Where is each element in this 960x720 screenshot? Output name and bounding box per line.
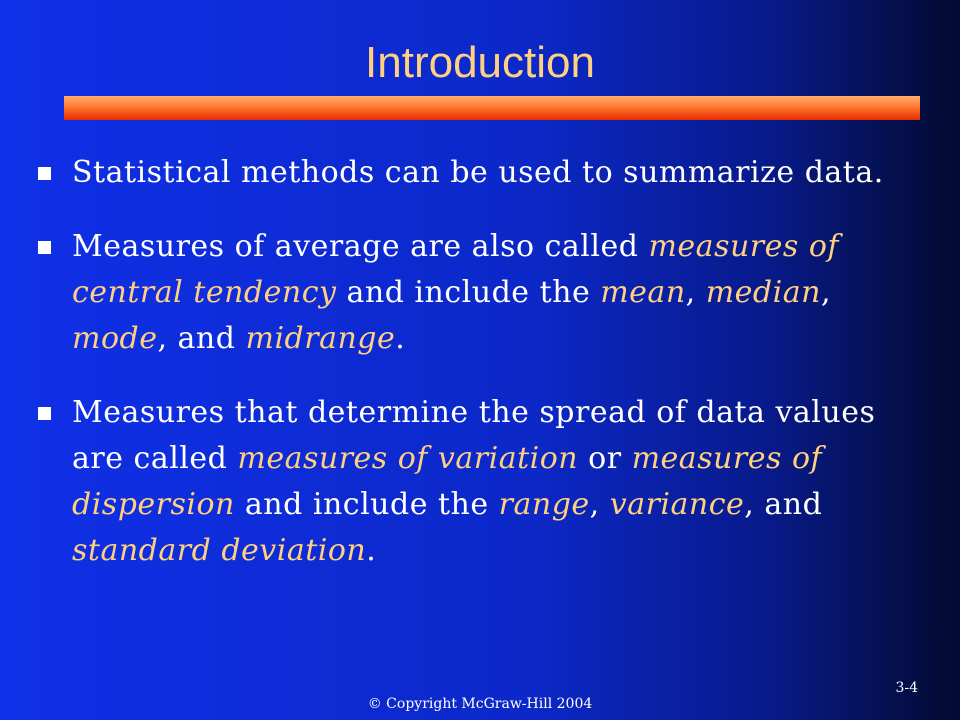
bullet-text-segment: , [589, 487, 610, 522]
emphasized-term: median [705, 275, 821, 310]
emphasized-term: measures of variation [237, 441, 579, 476]
square-bullet-icon [38, 241, 51, 254]
emphasized-term: range [498, 487, 590, 522]
bullet-list [38, 150, 918, 602]
bullet-text-segment: , [820, 275, 831, 310]
emphasized-term: mean [600, 275, 686, 310]
emphasized-term: standard deviation [72, 533, 367, 568]
bullet-text-segment: Measures that determine the spread of data values are called [72, 395, 876, 476]
bullet-text-segment: . [395, 321, 406, 356]
bullet-text-segment: and include the [234, 487, 499, 522]
square-bullet-icon [38, 407, 51, 420]
slide-number: 3-4 [895, 680, 918, 696]
bullet-text-segment: , and [744, 487, 823, 522]
bullet-text-segment: Statistical methods can be used to summarize data. [72, 155, 884, 190]
emphasized-term: measures of central tendency [72, 229, 839, 310]
bullet-text-segment: , and [157, 321, 246, 356]
emphasized-term: measures of dispersion [72, 441, 823, 522]
bullet-text-segment: , [685, 275, 706, 310]
emphasized-term: mode [72, 321, 158, 356]
bullet-text-segment: and include the [336, 275, 601, 310]
bullet-text-segment: . [366, 533, 377, 568]
bullet-text [72, 390, 918, 574]
bullet-item [38, 224, 918, 362]
bullet-text [72, 150, 918, 196]
copyright-footer: © Copyright McGraw-Hill 2004 [367, 696, 593, 712]
bullet-text-segment: Measures of average are also called [72, 229, 649, 264]
bullet-text-segment: or [578, 441, 632, 476]
emphasized-term: midrange [245, 321, 396, 356]
emphasized-term: variance [609, 487, 745, 522]
bullet-text [72, 224, 918, 362]
bullet-item [38, 390, 918, 574]
slide-title: Introduction [365, 38, 595, 87]
square-bullet-icon [38, 167, 51, 180]
title-underline-bar [64, 96, 920, 120]
bullet-item [38, 150, 918, 196]
